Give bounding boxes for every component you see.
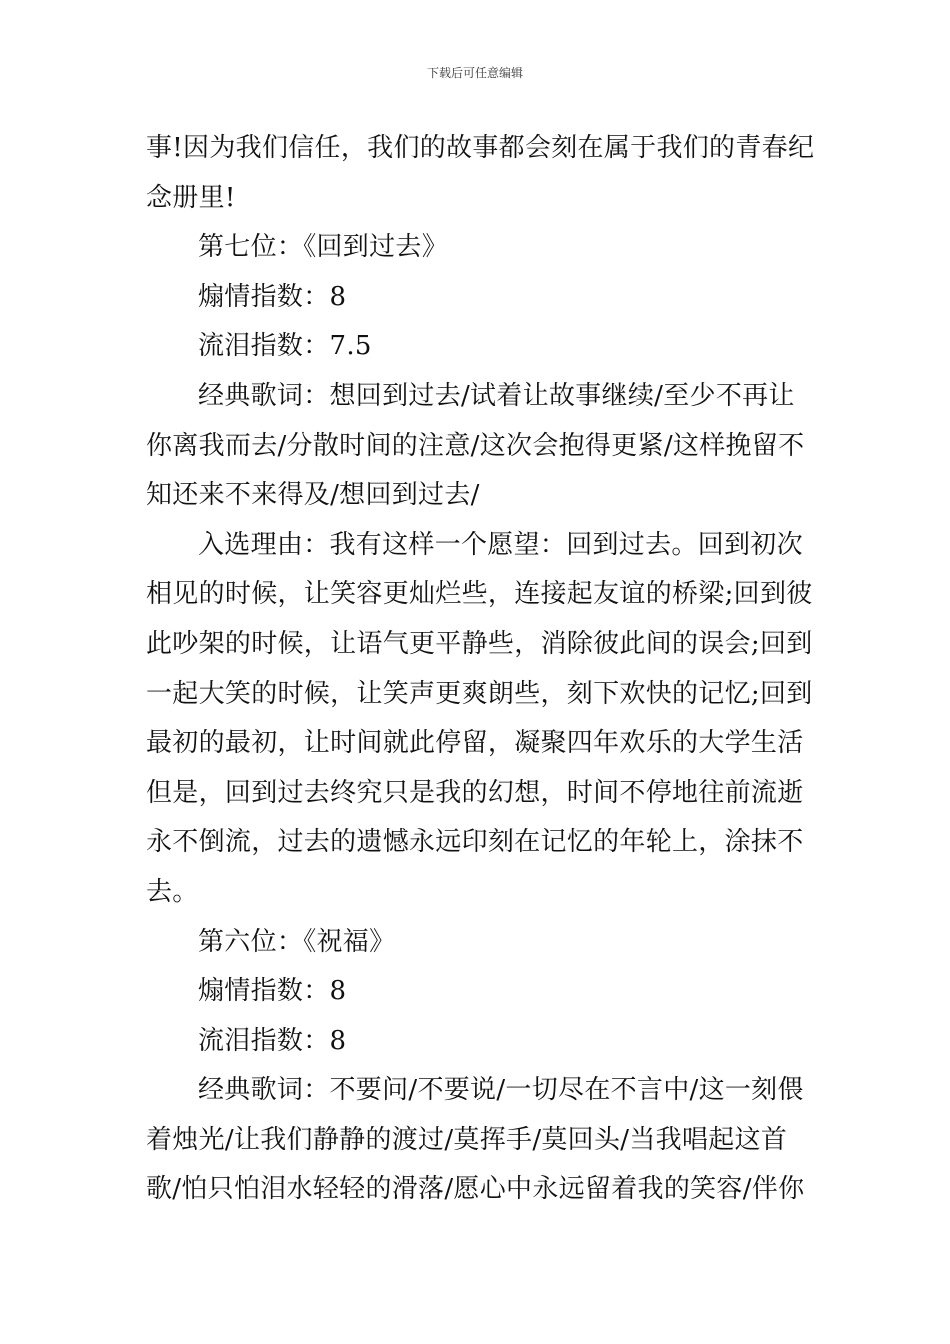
reason-line: 永不倒流，过去的遗憾永远印刻在记忆的年轮上，涂抹不 <box>146 827 804 858</box>
text-line: 念册里! <box>146 182 236 213</box>
reason-line: 入选理由：我有这样一个愿望：回到过去。回到初次 <box>198 529 803 560</box>
reason-line: 但是，回到过去终究只是我的幻想，时间不停地往前流逝 <box>146 777 804 808</box>
lyrics-line: 知还来不来得及/想回到过去/ <box>146 480 480 511</box>
page-header: 下载后可任意编辑 <box>426 66 523 80</box>
reason-line: 去。 <box>146 876 199 907</box>
document-body <box>146 124 815 1215</box>
rating-line: 流泪指数：8 <box>198 1025 347 1056</box>
reason-line: 相见的时候，让笑容更灿烂些，连接起友谊的桥梁;回到彼 <box>146 579 813 610</box>
lyrics-line: 经典歌词：想回到过去/试着让故事继续/至少不再让 <box>198 380 795 411</box>
text-line: 事!因为我们信任，我们的故事都会刻在属于我们的青春纪 <box>146 133 815 163</box>
rating-line: 流泪指数：7.5 <box>198 331 372 362</box>
reason-line: 最初的最初，让时间就此停留，凝聚四年欢乐的大学生活 <box>146 728 804 759</box>
section-title: 第七位：《回到过去》 <box>198 232 449 263</box>
lyrics-line: 经典歌词：不要问/不要说/一切尽在不言中/这一刻偎 <box>198 1075 804 1106</box>
reason-line: 此吵架的时候，让语气更平静些，消除彼此间的误会;回到 <box>146 628 813 659</box>
rating-line: 煽情指数：8 <box>198 281 347 312</box>
lyrics-line: 着烛光/让我们静静的渡过/莫挥手/莫回头/当我唱起这首 <box>146 1124 788 1155</box>
lyrics-line: 歌/怕只怕泪水轻轻的滑落/愿心中永远留着我的笑容/伴你 <box>146 1174 805 1205</box>
lyrics-line: 你离我而去/分散时间的注意/这次会抱得更紧/这样挽留不 <box>146 430 805 461</box>
section-title: 第六位：《祝福》 <box>198 926 396 957</box>
reason-line: 一起大笑的时候，让笑声更爽朗些，刻下欢快的记忆;回到 <box>146 678 813 709</box>
rating-line: 煽情指数：8 <box>198 976 347 1007</box>
